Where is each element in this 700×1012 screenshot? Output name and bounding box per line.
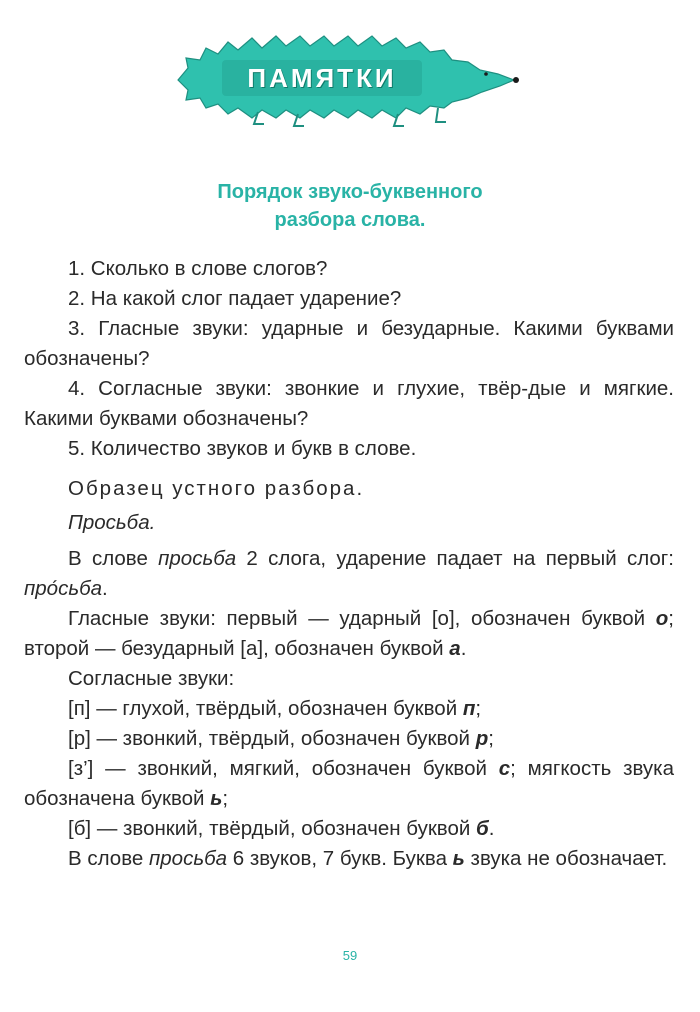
consonant-1-end: ; (475, 697, 482, 720)
vowels-end: . (460, 637, 467, 660)
consonant-3-soft-sign: ь (210, 787, 223, 810)
summary-paragraph (24, 844, 674, 874)
consonant-1-letter: п (462, 697, 476, 720)
banner-title: ПАМЯТКИ (247, 62, 397, 93)
summary-end: звука не обозначает. (464, 847, 668, 870)
consonant-4-text: [б] — звонкий, твёрдый, обозначен буквой (68, 817, 477, 840)
consonant-3-text: [з’] — звонкий, мягкий, обозначен буквой (68, 757, 499, 780)
consonant-3-end-2: ; (222, 787, 229, 810)
vowels-letter-1: о (655, 607, 669, 630)
consonant-line-2 (24, 724, 674, 754)
summary-prefix: В слове (68, 847, 149, 870)
consonant-1-text: [п] — глухой, твёрдый, обозначен буквой (68, 697, 463, 720)
page-number: 59 (342, 948, 358, 963)
syllables-end: . (102, 577, 108, 600)
consonant-4-letter: б (476, 817, 489, 840)
syllables-word: просьба (158, 547, 237, 570)
vowels-part-2: ; второй — безударный [а], обозначен буквой (24, 607, 674, 660)
syllables-prefix: В слове (68, 547, 159, 570)
syllables-stressed-word: про́сьба (24, 577, 103, 600)
summary-letter: ь (452, 847, 465, 870)
page-content (24, 254, 674, 874)
vowels-letter-2: а (449, 637, 461, 660)
vowels-paragraph (24, 604, 674, 664)
consonant-4-end: . (488, 817, 495, 840)
consonant-line-3 (24, 754, 674, 814)
consonant-line-1 (24, 694, 674, 724)
heading-line-2: разбора слова. (274, 209, 426, 231)
heading-line-1: Порядок звуко-буквенного (217, 181, 483, 203)
consonant-2-letter: р (475, 727, 489, 750)
vowels-part-1: Гласные звуки: первый — ударный [о], обозначен буквой (68, 607, 656, 630)
summary-word: просьба (148, 847, 228, 870)
consonant-line-4 (24, 814, 674, 844)
consonant-3-letter: с (498, 757, 511, 780)
question-2: 2. На какой слог падает ударение? (68, 287, 402, 310)
consonant-2-end: ; (488, 727, 494, 750)
summary-middle: 6 звуков, 7 букв. Буква (227, 847, 453, 870)
sample-word: Просьба. (68, 511, 156, 534)
sample-title: Образец устного разбора. (68, 477, 365, 500)
syllables-paragraph (24, 544, 674, 604)
consonants-title: Согласные звуки: (68, 667, 235, 690)
question-3: 3. Гласные звуки: ударные и безударные. Какими буквами обозначены? (24, 317, 674, 370)
question-5: 5. Количество звуков и букв в слове. (68, 437, 417, 460)
question-1: 1. Сколько в слове слогов? (68, 257, 328, 280)
question-4: 4. Согласные звуки: звонкие и глухие, твёр-дые и мягкие. Какими буквами обозначены? (24, 377, 674, 430)
consonant-2-text: [р] — звонкий, твёрдый, обозначен буквой (68, 727, 476, 750)
consonant-3-end: ; мягкость звука обозначена буквой (24, 757, 675, 810)
section-heading (100, 178, 600, 234)
syllables-middle: 2 слога, ударение падает на первый слог: (236, 547, 674, 570)
